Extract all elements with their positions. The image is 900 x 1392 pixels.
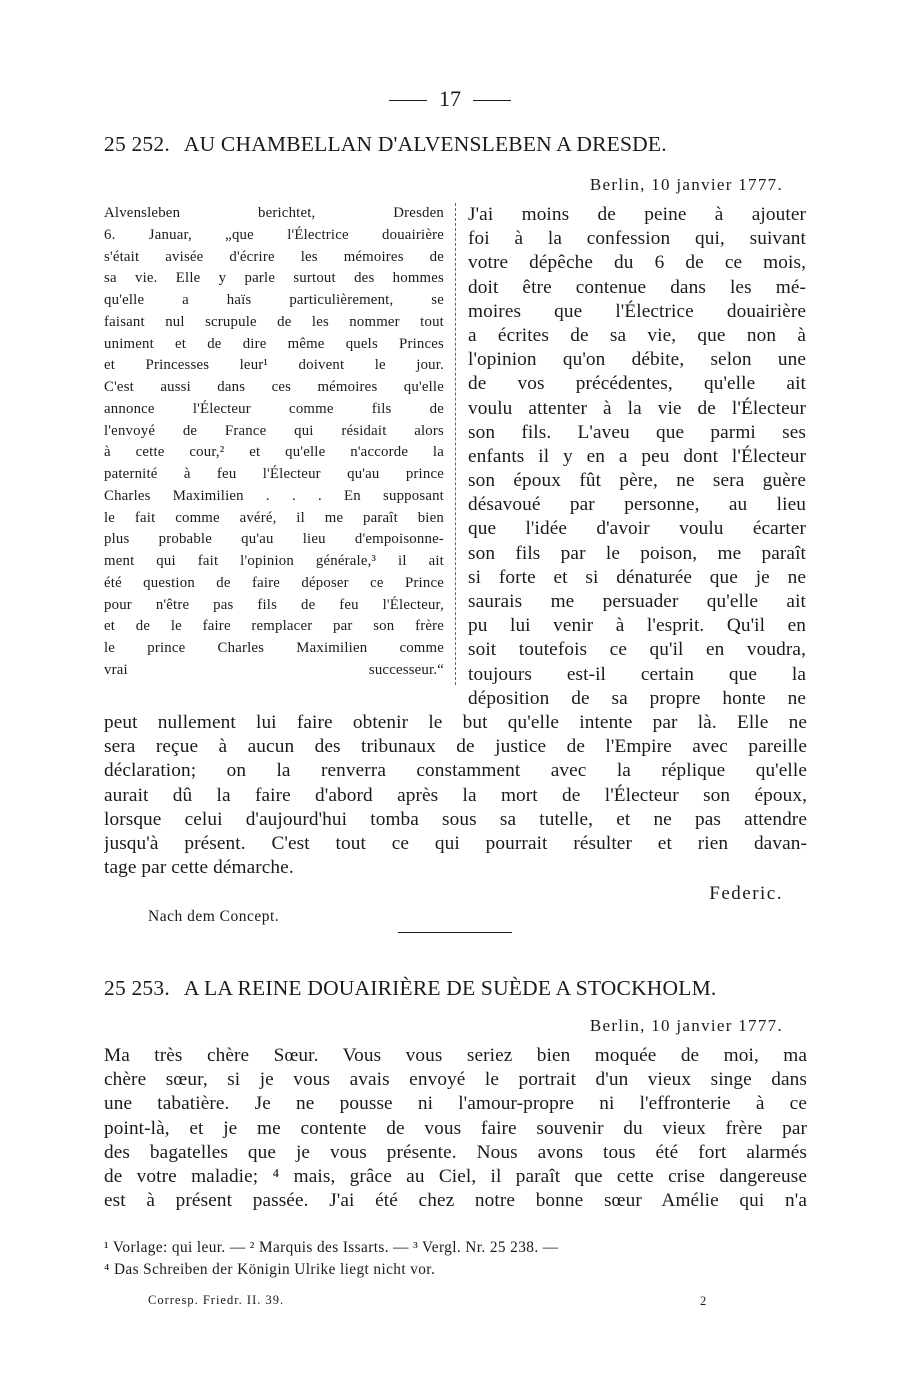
body-line: enfants il y en a peu dont l'Électeur xyxy=(468,445,806,467)
summary-line: Alvensleben berichtet, Dresden xyxy=(104,205,444,221)
source-note: Nach dem Concept. xyxy=(148,908,280,925)
body-line: peut nullement lui faire obtenir le but qu'elle intente par là. Elle ne xyxy=(104,712,807,733)
body-line: saurais me persuader qu'elle ait xyxy=(468,591,806,612)
body-line: foi à la confession qui, suivant xyxy=(468,228,806,250)
body-line: chère sœur, si je vous avais envoyé le portrait d'un vieux singe dans xyxy=(104,1069,807,1091)
body-line: des bagatelles que je vous présente. Nous avons tous été fort alarmés xyxy=(104,1141,807,1163)
summary-line: s'était avisée d'écrire les mémoires de xyxy=(104,248,444,265)
letter2-body xyxy=(104,1044,807,1213)
body-line: de votre maladie; ⁴ mais, grâce au Ciel, il paraît que cette crise dangereuse xyxy=(104,1165,807,1187)
summary-line: annonce l'Électeur comme fils de xyxy=(104,400,444,417)
body-line: voulu attenter à la vie de l'Électeur xyxy=(468,397,806,419)
letter-number: 25 253. xyxy=(104,976,170,1000)
summary-line: C'est aussi dans ces mémoires qu'elle xyxy=(104,379,444,395)
body-line: déposition de sa propre honte ne xyxy=(468,687,806,709)
summary-line: et de le faire remplacer par son frère xyxy=(104,618,444,635)
body-line: point-là, et je me contente de vous faire souvenir du vieux frère par xyxy=(104,1117,807,1139)
letter-title: A LA REINE DOUAIRIÈRE DE SUÈDE A STOCKHOLM. xyxy=(183,976,717,1000)
body-line: de vos précédentes, qu'elle ait xyxy=(468,373,806,395)
summary-line: le prince Charles Maximilien comme xyxy=(104,640,444,656)
summary-line: qu'elle a haïs particulièrement, se xyxy=(104,292,444,308)
letter-dateline: Berlin, 10 janvier 1777. xyxy=(589,175,783,194)
page-number xyxy=(0,86,900,112)
body-line: votre dépêche du 6 de ce mois, xyxy=(468,252,806,274)
body-line: lorsque celui d'aujourd'hui tomba sous sa tutelle, et ne pas attendre xyxy=(104,808,807,830)
body-line: moires que l'Électrice douairière xyxy=(468,300,806,322)
body-line: pu lui venir à l'esprit. Qu'il en xyxy=(468,615,806,637)
footnote-line: ⁴ Das Schreiben der Königin Ulrike liegt nicht vor. xyxy=(104,1261,436,1278)
right-dash xyxy=(473,100,511,101)
body-line: son fils par le poison, me paraît xyxy=(468,542,806,564)
summary-line: le fait comme avéré, il me paraît bien xyxy=(104,509,444,526)
body-line: toujours est-il certain que la xyxy=(468,663,806,685)
summary-line: uniment et de dire même quels Princes xyxy=(104,335,444,352)
letter-heading-25253 xyxy=(104,975,804,1001)
letter-body-column xyxy=(468,203,806,711)
summary-line: pour n'être pas fils de feu l'Électeur, xyxy=(104,596,444,613)
footnotes xyxy=(104,1237,804,1281)
body-line: J'ai moins de peine à ajouter xyxy=(468,204,806,225)
summary-block xyxy=(104,203,444,682)
summary-line: Charles Maximilien . . . En supposant xyxy=(104,487,444,504)
summary-line: paternité à feu l'Électeur qu'au prince xyxy=(104,466,444,482)
summary-line: à cette cour,² et qu'elle n'accorde la xyxy=(104,444,444,461)
summary-line: sa vie. Elle y parle surtout des hommes xyxy=(104,270,444,287)
summary-line: et Princesses leur¹ doivent le jour. xyxy=(104,357,444,374)
body-line: soit toutefois ce qu'il en voudra, xyxy=(468,639,806,661)
body-line: sera reçue à aucun des tribunaux de justice de l'Empire avec pareille xyxy=(104,736,807,758)
column-divider xyxy=(455,203,456,685)
summary-line: faisant nul scrupule de les nommer tout xyxy=(104,313,444,330)
letter-number: 25 252. xyxy=(104,132,170,156)
summary-line: plus probable qu'au lieu d'empoisonne- xyxy=(104,531,444,548)
left-dash xyxy=(389,100,427,101)
body-line: jusqu'à présent. C'est tout ce qui pourrait résulter et rien davan- xyxy=(104,832,807,854)
sheet-number: 2 xyxy=(700,1294,707,1308)
body-line: une tabatière. Je ne pousse ni l'amour-propre ni l'effronterie à ce xyxy=(104,1093,807,1115)
body-line: doit être contenue dans les mé- xyxy=(468,276,806,298)
letter-dateline: Berlin, 10 janvier 1777. xyxy=(589,1016,783,1035)
body-line: Ma très chère Sœur. Vous vous seriez bien moquée de moi, ma xyxy=(104,1045,807,1066)
letter-title: AU CHAMBELLAN D'ALVENSLEBEN A DRESDE. xyxy=(183,132,667,156)
letter-body-full xyxy=(104,711,807,880)
signature-mark: Corresp. Friedr. II. 39. xyxy=(148,1293,285,1307)
body-line: son fils. L'aveu que parmi ses xyxy=(468,421,806,443)
body-line: désavoué par personne, au lieu xyxy=(468,494,806,516)
section-separator xyxy=(398,932,512,933)
body-line: l'opinion qu'on débite, selon une xyxy=(468,349,806,371)
body-line: est à présent passée. J'ai été chez notre bonne sœur Amélie qui n'a xyxy=(104,1190,807,1212)
summary-line: été question de faire déposer ce Prince xyxy=(104,574,444,591)
body-line: que l'idée d'avoir voulu écarter xyxy=(468,518,806,540)
summary-line: 6. Januar, „que l'Électrice douairière xyxy=(104,226,444,243)
body-line: son époux fût père, ne sera guère xyxy=(468,470,806,492)
body-line: a écrites de sa vie, que non à xyxy=(468,324,806,346)
summary-line: vrai successeur.“ xyxy=(104,661,444,678)
footnote-line: ¹ Vorlage: qui leur. — ² Marquis des Issarts. — ³ Vergl. Nr. 25 238. — xyxy=(104,1239,559,1256)
body-line: déclaration; on la renverra constamment avec la réplique qu'elle xyxy=(104,760,807,782)
summary-line: l'envoyé de France qui résidait alors xyxy=(104,422,444,439)
body-line: aurait dû la faire d'abord après la mort de l'Électeur son époux, xyxy=(104,784,807,806)
letter-heading-25252 xyxy=(104,131,804,157)
summary-line: ment qui fait l'opinion générale,³ il ait xyxy=(104,553,444,569)
page-number-text: 17 xyxy=(439,86,461,111)
body-line: tage par cette démarche. xyxy=(104,857,294,879)
signature: Federic. xyxy=(709,883,783,904)
body-line: si forte et si dénaturée que je ne xyxy=(468,566,806,588)
